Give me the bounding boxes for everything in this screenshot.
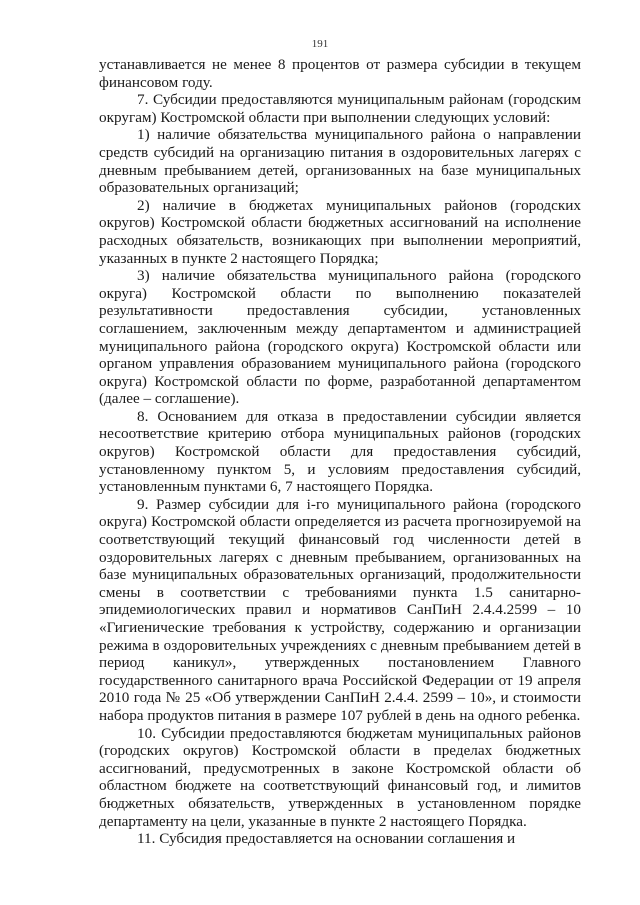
paragraph-condition-1: 1) наличие обязательства муниципального района о направлении средств субсидий на организацию питания в оздоровительных лагерях с дневным пребыванием детей, организованных на базе муниципальных образовательных организаций; bbox=[99, 126, 581, 197]
paragraph-condition-2: 2) наличие в бюджетах муниципальных районов (городских округов) Костромской области бюджетных ассигнований на исполнение расходных обязательств, возникающих при выполнении мероприятий, указанных в пункте 2 настоящего Порядка; bbox=[99, 196, 581, 267]
paragraph-condition-3: 3) наличие обязательства муниципального района (городского округа) Костромской области по выполнению показателей результативности предоставления субсидии, установленных соглашением, заключенным между департаментом и администрацией муниципального района (городского округа) Костромской области или органом управления образованием муниципального района (городского округа) Костромской области по форме, разработанной департаментом (далее – соглашение). bbox=[99, 267, 581, 408]
paragraph-item-7: 7. Субсидии предоставляются муниципальным районам (городским округам) Костромской области при выполнении следующих условий: bbox=[99, 91, 581, 126]
paragraph-continuation: устанавливается не менее 8 процентов от размера субсидии в текущем финансовом году. bbox=[99, 56, 581, 91]
page-number: 191 bbox=[311, 38, 329, 50]
paragraph-item-10: 10. Субсидии предоставляются бюджетам муниципальных районов (городских округов) Костромской области в пределах бюджетных ассигнований, предусмотренных в законе Костромской области об областном бюджете на соответствующий финансовый год, и лимитов бюджетных обязательств, утвержденных в установленном порядке департаменту на цели, указанные в пункте 2 настоящего Порядка. bbox=[99, 724, 581, 830]
paragraph-item-11: 11. Субсидия предоставляется на основании соглашения и bbox=[137, 830, 516, 848]
document-body bbox=[99, 56, 581, 848]
paragraph-item-9: 9. Размер субсидии для i-го муниципального района (городского округа) Костромской области определяется из расчета прогнозируемой на соответствующий текущий финансовый год численности детей в оздоровительных лагерях с дневным пребыванием, организованных на базе муниципальных образовательных организаций, продолжительности смены в соответствии с требованиями пункта 1.5 санитарно-эпидемиологических правил и нормативов СанПиН 2.4.4.2599 – 10 «Гигиенические требования к устройству, содержанию и организации режима в оздоровительных учреждениях с дневным пребыванием детей в период каникул», утвержденных постановлением Главного государственного санитарного врача Российской Федерации от 19 апреля 2010 года № 25 «Об утверждении СанПиН 2.4.4. 2599 – 10», и стоимости набора продуктов питания в размере 107 рублей в день на одного ребенка. bbox=[99, 495, 581, 724]
paragraph-item-8: 8. Основанием для отказа в предоставлении субсидии является несоответствие критерию отбора муниципальных районов (городских округов) Костромской области для предоставления субсидий, установленному пунктом 5, и условиям предоставления субсидий, установленным пунктами 6, 7 настоящего Порядка. bbox=[99, 407, 581, 496]
